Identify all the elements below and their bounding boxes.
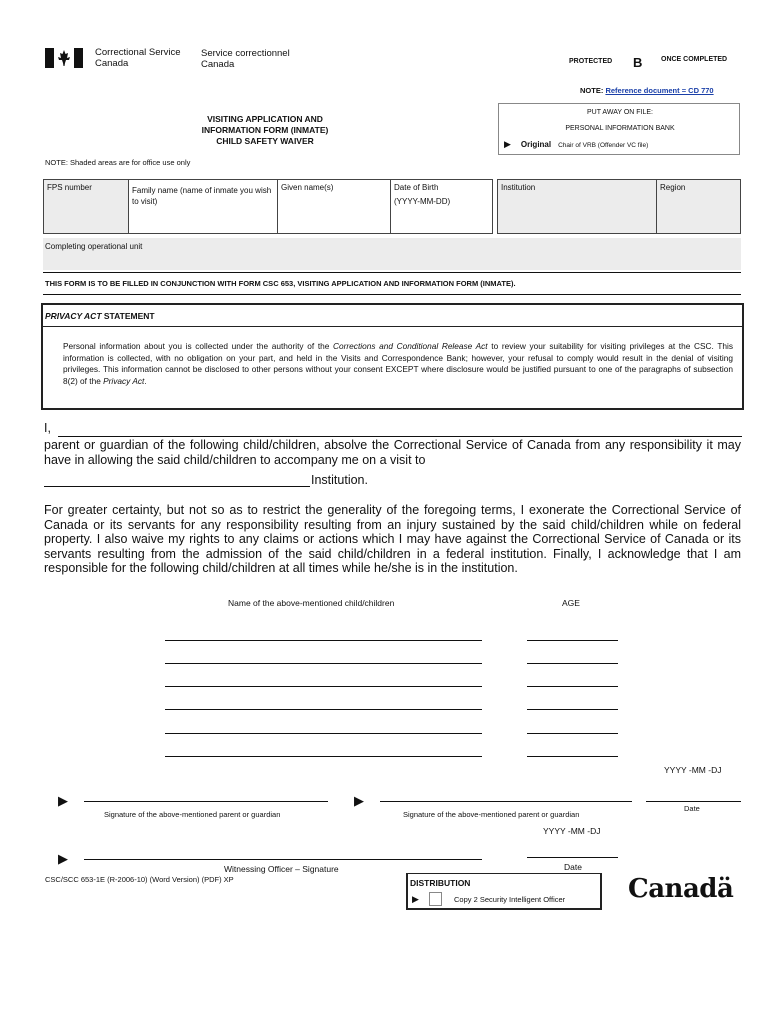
child-age-line[interactable]	[527, 709, 618, 710]
child-age-line[interactable]	[527, 686, 618, 687]
copy-label: Copy 2 Security Intelligent Officer	[454, 895, 566, 904]
child-name-line[interactable]	[165, 640, 482, 641]
operational-unit-field[interactable]: Completing operational unit	[43, 238, 741, 270]
distribution-box	[406, 873, 602, 910]
institution-suffix: Institution.	[311, 473, 368, 487]
arrow-right-icon: ▶	[58, 851, 68, 866]
arrow-right-icon: ▶	[504, 139, 511, 149]
age-header: AGE	[562, 598, 580, 608]
form-title: VISITING APPLICATION AND INFORMATION FORM (INMATE) CHILD SAFETY WAIVER	[201, 114, 329, 146]
child-name-header: Name of the above-mentioned child/children	[228, 598, 395, 608]
given-names-field[interactable]: Given name(s)	[278, 180, 391, 233]
protected-label: PROTECTED	[569, 58, 613, 65]
child-name-line[interactable]	[165, 663, 482, 664]
child-age-line[interactable]	[527, 663, 618, 664]
canada-wordmark: Canadä	[628, 874, 734, 904]
date-format-hint: YYYY -MM -DJ	[664, 765, 722, 775]
family-name-field[interactable]: Family name (name of inmate you wish to visit)	[129, 180, 278, 233]
child-age-line[interactable]	[527, 756, 618, 757]
child-name-line[interactable]	[165, 709, 482, 710]
put-away-label: PUT AWAY ON FILE:	[587, 109, 653, 116]
parent-signature-label-2: Signature of the above-mentioned parent or guardian	[403, 810, 580, 819]
agency-name-fr: Service correctionnel Canada	[201, 48, 290, 70]
child-name-line[interactable]	[165, 733, 482, 734]
witness-date-label: Date	[564, 862, 582, 872]
parent-signature-line-2[interactable]	[380, 801, 632, 802]
waiver-paragraph-2: For greater certainty, but not so as to restrict the generality of the foregoing terms, I exonerate the Correctional Service of Canada or its servants for any responsibility resulting from an injury sustained by the said child/children while on federal property. I also waive my rights to any claims or actions which I may have against the Correctional Service of Canada or its servants resulting from the admission of the said child/children in a federal institution. Finally, I acknowledge that I am responsible for the following child/children at all times while he/she is in the institution.	[44, 503, 741, 576]
reference-note: NOTE: Reference document = CD 770	[580, 86, 714, 95]
reference-document-link[interactable]: Reference document = CD 770	[605, 86, 714, 95]
witness-signature-line[interactable]	[84, 859, 482, 860]
parent-signature-label-1: Signature of the above-mentioned parent or guardian	[104, 810, 281, 819]
child-age-line[interactable]	[527, 733, 618, 734]
distribution-title: DISTRIBUTION	[410, 878, 471, 888]
file-box	[498, 103, 740, 155]
info-bank-label: PERSONAL INFORMATION BANK	[565, 125, 675, 132]
form-code: CSC/SCC 653-1E (R-2006-10) (Word Version) (PDF) XP	[45, 875, 234, 884]
parent-signature-line-1[interactable]	[84, 801, 328, 802]
witness-date-line[interactable]	[527, 857, 618, 858]
arrow-right-icon: ▶	[354, 793, 364, 808]
i-label: I,	[44, 421, 51, 435]
conjunction-note: THIS FORM IS TO BE FILLED IN CONJUNCTION WITH FORM CSC 653, VISITING APPLICATION AND INFORMATION FORM (INMATE).	[45, 279, 516, 288]
protected-level: B	[633, 55, 643, 70]
csc-flag-logo	[45, 48, 83, 68]
office-fields-row	[497, 179, 741, 234]
date-of-birth-field[interactable]: Date of Birth (YYYY-MM-DD)	[394, 183, 451, 206]
agency-name-en: Correctional Service Canada	[95, 47, 181, 69]
privacy-act-text: Personal information about you is collected under the authority of the Corrections and Conditional Release Act to review your suitability for visiting privileges at the CSC. This information is collected, with no obligation on your part, and held in the Visits and Correspondence Bank; however, your refusal to comply would result in the denial of visiting privileges. This information cannot be disclosed to other persons without your consent EXCEPT where disclosure would be justified pursuant to one of the paragraphs of subsection 8(2) of the Privacy Act.	[63, 341, 734, 386]
privacy-act-box	[41, 303, 744, 410]
declarant-name-line[interactable]	[58, 436, 742, 437]
witness-signature-label: Witnessing Officer – Signature	[224, 864, 339, 874]
signature-date-line[interactable]	[646, 801, 741, 802]
waiver-paragraph-1: parent or guardian of the following child/children, absolve the Correctional Service of Canada from any responsibility it may have in allowing the said child/children to accompany me on a visit to	[44, 438, 741, 467]
region-field[interactable]: Region	[660, 183, 686, 192]
institution-name-line[interactable]	[44, 486, 310, 487]
institution-field[interactable]: Institution	[498, 180, 657, 233]
arrow-right-icon: ▶	[58, 793, 68, 808]
signature-date-label: Date	[684, 804, 700, 813]
original-row: ▶ Original Chair of VRB (Offender VC file)	[504, 139, 649, 149]
fps-number-field[interactable]: FPS number	[44, 180, 129, 233]
child-name-line[interactable]	[165, 686, 482, 687]
shaded-note: NOTE: Shaded areas are for office use only	[45, 158, 191, 167]
id-fields-row	[43, 179, 493, 234]
copy-checkbox[interactable]	[429, 892, 442, 906]
child-age-line[interactable]	[527, 640, 618, 641]
arrow-right-icon: ▶	[412, 894, 419, 904]
once-completed-label: ONCE COMPLETED	[661, 56, 728, 63]
privacy-act-title: PRIVACY ACT STATEMENT	[45, 311, 155, 321]
child-name-line[interactable]	[165, 756, 482, 757]
date-format-hint-2: YYYY -MM -DJ	[543, 826, 601, 836]
